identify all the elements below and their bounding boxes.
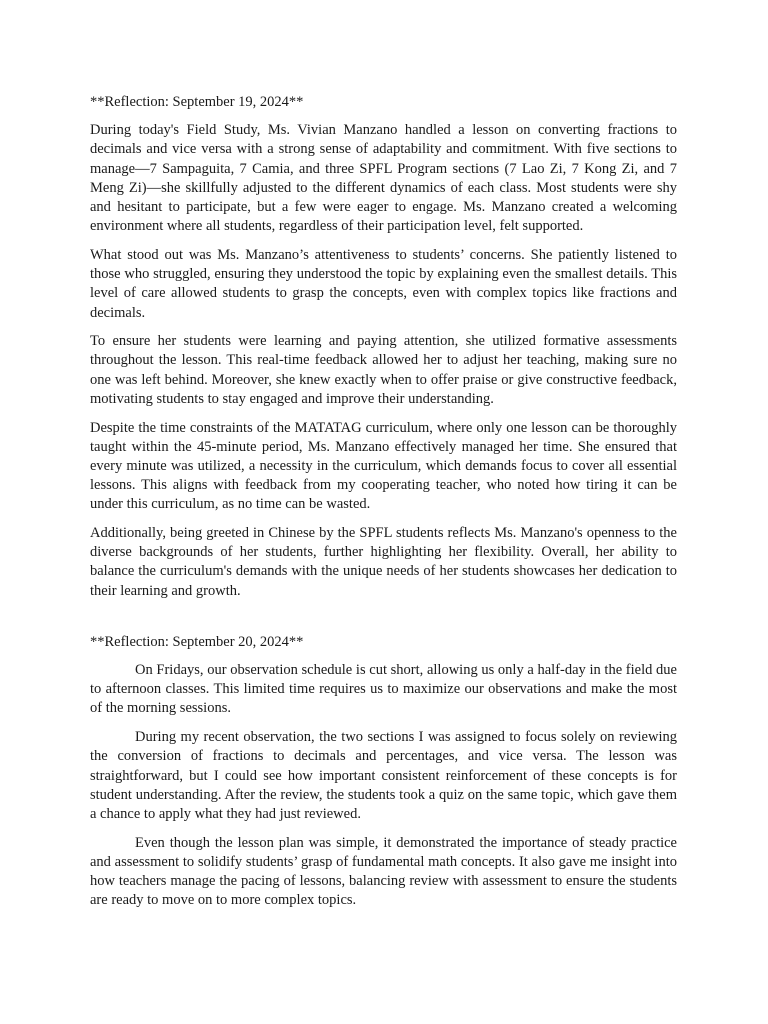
paragraph: Additionally, being greeted in Chinese by the SPFL students reflects Ms. Manzano's openness to the diverse backgrounds of her students, further highlighting her flexibility. Overall, her ability to balance the curriculum's demands with the unique needs of her students showcases her dedication to their learning and growth. (90, 525, 677, 599)
reflection-heading: **Reflection: September 19, 2024** (90, 94, 304, 110)
paragraph: On Fridays, our observation schedule is cut short, allowing us only a half-day in the field due to afternoon classes. This limited time requires us to maximize our observations and make the most of the morning sessions. (90, 662, 677, 717)
reflection-sept-19 (90, 93, 677, 601)
document-page (90, 93, 677, 920)
paragraph: Despite the time constraints of the MATATAG curriculum, where only one lesson can be thoroughly taught within the 45-minute period, Ms. Manzano effectively managed her time. She ensured that every minute was utilized, a necessity in the curriculum, which demands focus to cover all essential lessons. This aligns with feedback from my cooperating teacher, who noted how tiring it can be under this curriculum, as no time can be wasted. (90, 419, 677, 513)
reflection-heading: **Reflection: September 20, 2024** (90, 633, 304, 650)
reflection-sept-20 (90, 633, 677, 911)
paragraph: During today's Field Study, Ms. Vivian Manzano handled a lesson on converting fractions to decimals and vice versa with a strong sense of adaptability and commitment. With five sections to manage—7 Sampaguita, 7 Camia, and three SPFL Program sections (7 Lao Zi, 7 Kong Zi, and 7 Meng Zi)—she skillfully adjusted to the different dynamics of each class. Most students were shy and hesitant to participate, but a few were eager to engage. Ms. Manzano created a welcoming environment where all students, regardless of their participation level, felt supported. (90, 122, 677, 235)
paragraph: Even though the lesson plan was simple, it demonstrated the importance of steady practice and assessment to solidify students’ grasp of fundamental math concepts. It also gave me insight into how teachers manage the pacing of lessons, balancing review with assessment to ensure the students are ready to move on to more complex topics. (90, 834, 677, 909)
paragraph: During my recent observation, the two sections I was assigned to focus solely on reviewing the conversion of fractions to decimals and percentages, and vice versa. The lesson was straightforward, but I could see how important consistent reinforcement of these concepts is for student understanding. After the review, the students took a quiz on the same topic, which gave them a chance to apply what they had just reviewed. (90, 729, 677, 822)
paragraph: What stood out was Ms. Manzano’s attentiveness to students’ concerns. She patiently listened to those who struggled, ensuring they understood the topic by explaining even the smallest details. This level of care allowed students to grasp the concepts, even with complex topics like fractions and decimals. (90, 246, 677, 321)
paragraph: To ensure her students were learning and paying attention, she utilized formative assessments throughout the lesson. This real-time feedback allowed her to adjust her teaching, making sure no one was left behind. Moreover, she knew exactly when to offer praise or give constructive feedback, motivating students to stay engaged and improve their understanding. (90, 333, 677, 407)
